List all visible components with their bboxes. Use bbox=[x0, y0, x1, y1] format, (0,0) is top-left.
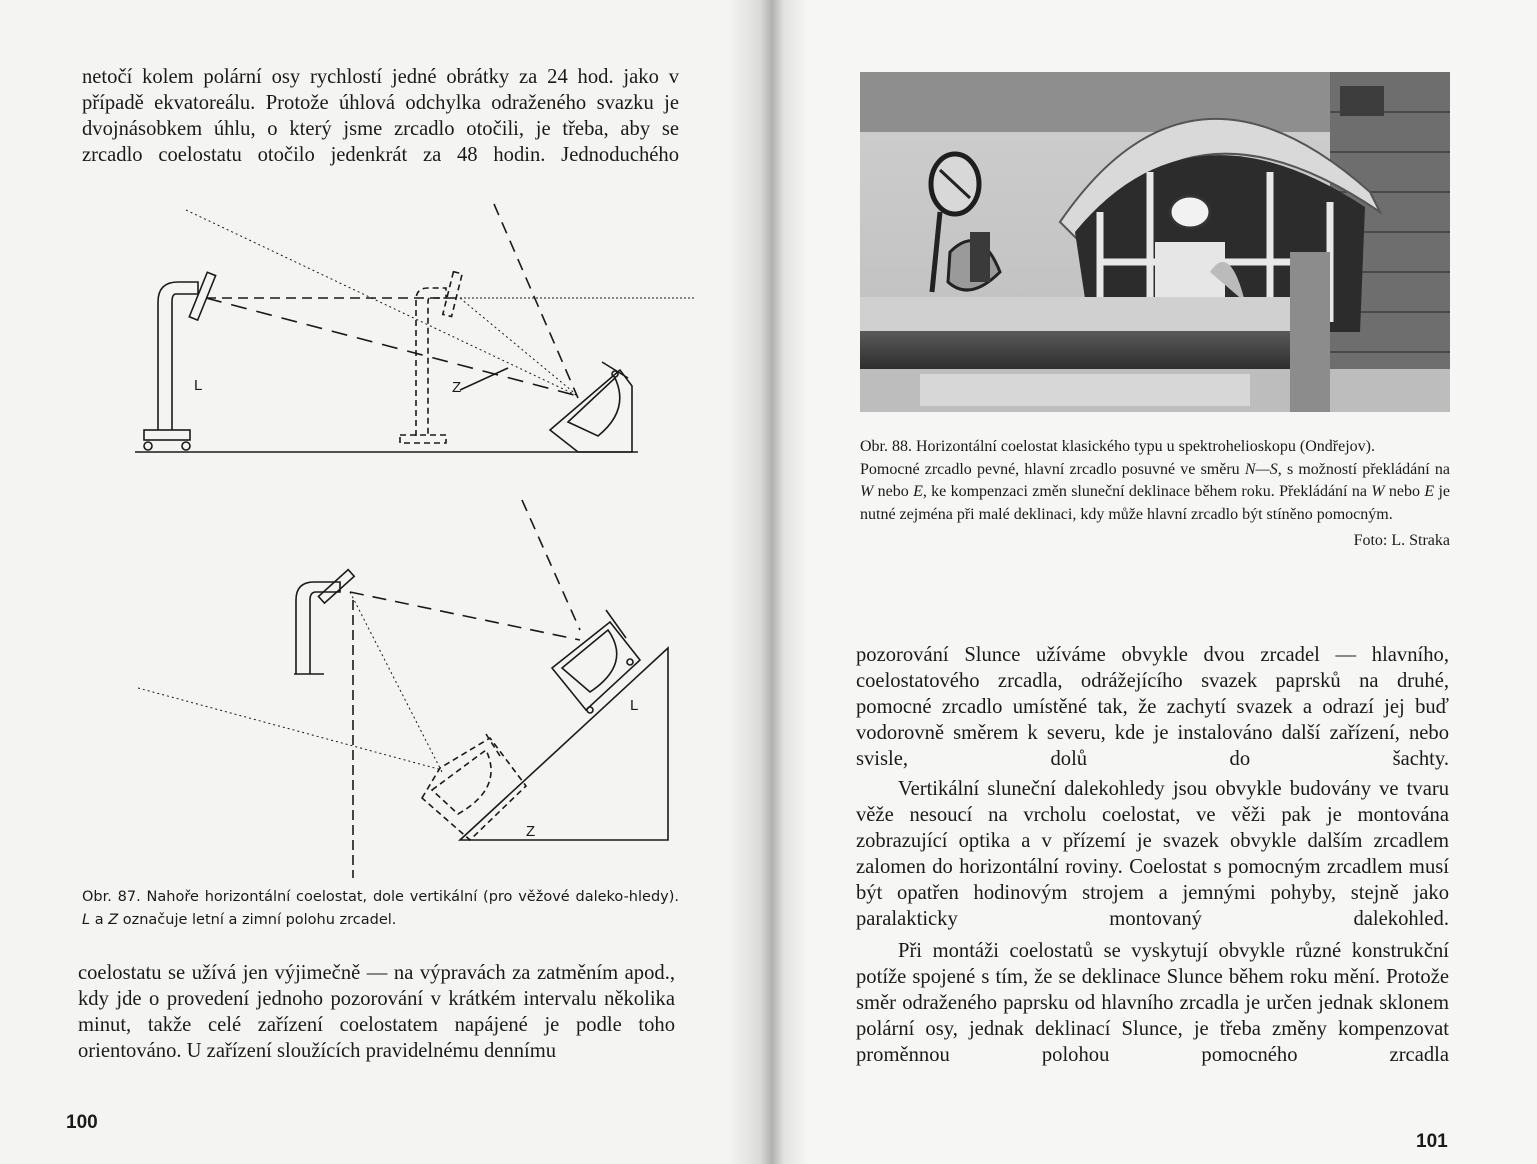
figure-87 bbox=[110, 190, 710, 880]
photo-credit: Foto: L. Straka bbox=[1353, 532, 1450, 550]
caption-prefix: Obr. 87. Nahoře horizontální coelostat, dole vertikální (pro věžové daleko-hledy). bbox=[82, 889, 679, 905]
right-paragraph-2: Vertikální sluneční dalekohledy jsou obvykle budovány ve tvaru věže nesoucí na vrcholu coelostat, ve věži pak je montována zobrazující optika a v přízemí je svazek obvykle dalším zrcadlem zalomen do horizontální roviny. Coelostat s pomocným zrcadlem musí být opatřen hodinovým strojem a jemnými pohyby, stejně jako paralakticky montovaný dalekohled. bbox=[856, 778, 1449, 930]
caption-title: Obr. 88. Horizontální coelostat klasického typu u spektrohelioskopu (Ondřejov). bbox=[860, 438, 1376, 455]
top-tower-Z-base bbox=[400, 435, 446, 443]
caption-body-5: nebo bbox=[1384, 483, 1425, 501]
left-page-number: 100 bbox=[66, 1112, 98, 1133]
caption-e2: E bbox=[1424, 483, 1435, 501]
right-page-number: 101 bbox=[1416, 1131, 1448, 1152]
figure-88-caption bbox=[860, 436, 1450, 553]
bottom-mirror-L bbox=[552, 610, 640, 713]
figure-87-caption bbox=[82, 886, 679, 931]
top-mirror-Z bbox=[443, 272, 462, 317]
right-paragraph-3: Při montáži coelostatů se vyskytují obvykle různé konstrukční potíže spojené s tím, že se deklinace Slunce během roku mění. Protože směr odraženého paprsku od hlavního zrcadla je určen jednak sklonem polární osy, jednak deklinací Slunce, je třeba změny kompenzovat proměnnou polohou pomocného zrcadla bbox=[856, 940, 1449, 1066]
caption-ns: N—S bbox=[1244, 460, 1278, 478]
caption-body-4: , ke kompenzaci změn sluneční deklinace během roku. Překládání na bbox=[922, 483, 1372, 501]
left-top-paragraph: netočí kolem polární osy rychlostí jedné obrátky za 24 hod. jako v případě ekvatoreálu. Protože úhlová odchylka odraženého svazku je dvojnásobkem úhlu, o který jsme zrcadlo otočili, je třeba, aby se zrcadlo coelostatu otočilo jedenkrát za 48 hodin. Jednoduchého bbox=[82, 66, 679, 166]
caption-suffix: označuje letní a zimní polohu zrcadel. bbox=[118, 911, 397, 928]
right-paragraph-1: pozorování Slunce užíváme obvykle dvou zrcadel — hlavního, coelostatového zrcadla, odrážejícího svazek paprsků na druhé, pomocné zrcadlo umístěné tak, že zachytí svazek a odrazí jej buď vodorovně směrem k severu, kde je instalováno další zařízení, nebo svisle, dolů do šachty. bbox=[856, 644, 1449, 770]
top-mirror-L bbox=[189, 272, 215, 320]
bottom-label-Z: Z bbox=[526, 823, 536, 840]
top-label-Z: Z bbox=[452, 379, 462, 396]
top-tower-L-base bbox=[144, 430, 190, 440]
caption-body-2: , s možností překládání na bbox=[1277, 460, 1450, 478]
bottom-mirror-Z bbox=[422, 734, 526, 840]
caption-w1: W bbox=[860, 483, 874, 501]
caption-w2: W bbox=[1371, 483, 1385, 501]
caption-body-6: je nutné zejména při malé deklinaci, kdy může hlavní zrcadlo být stíněno pomocným. bbox=[860, 483, 1450, 523]
bottom-label-L: L bbox=[630, 697, 639, 714]
caption-L: L bbox=[82, 911, 91, 928]
right-page bbox=[768, 0, 1537, 1164]
top-main-mirror bbox=[550, 370, 632, 452]
caption-e1: E bbox=[913, 483, 923, 501]
caption-body-1: Pomocné zrcadlo pevné, hlavní zrcadlo posuvné ve směru bbox=[860, 460, 1245, 478]
bottom-mirror-top bbox=[318, 570, 354, 603]
left-page bbox=[0, 0, 768, 1164]
top-label-L: L bbox=[194, 377, 203, 394]
top-tower-L bbox=[158, 282, 198, 430]
caption-body-3: nebo bbox=[873, 483, 914, 501]
caption-middle: a bbox=[90, 911, 109, 928]
caption-Z: Z bbox=[108, 911, 119, 928]
caption-body bbox=[860, 459, 1450, 527]
top-tower-Z bbox=[416, 288, 446, 436]
left-bottom-paragraph: coelostatu se užívá jen výjimečně — na výpravách za zatměním apod., kdy jde o provedení jednoho pozorování v krátkém intervalu několika minut, takže celé zařízení coelostatem napájené je podle toho orientováno. U zařízení sloužících pravidelnému dennímu bbox=[78, 962, 675, 1062]
bottom-triangle bbox=[460, 648, 668, 840]
photo-coelostat bbox=[860, 72, 1450, 412]
book-gutter bbox=[728, 0, 808, 1164]
